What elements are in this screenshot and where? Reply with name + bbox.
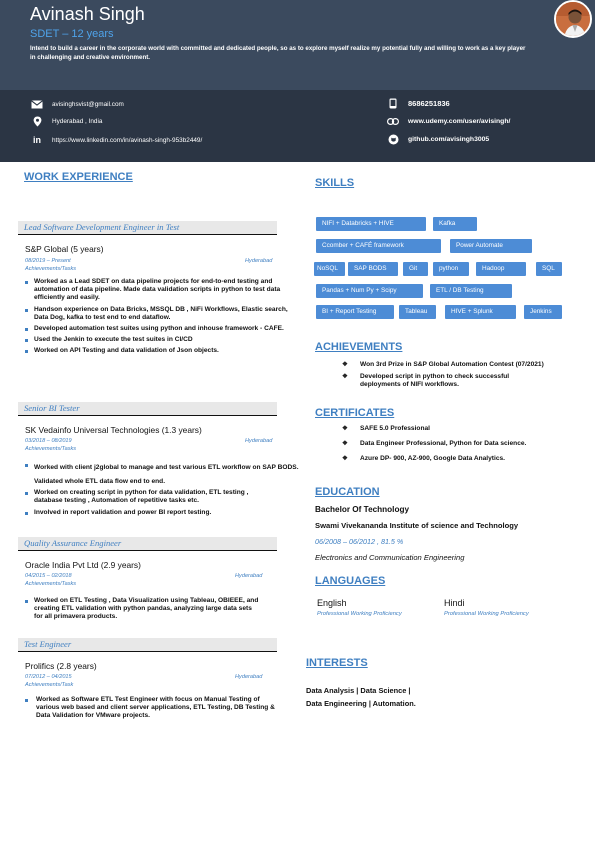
list-item: ❖ Won 3rd Prize in S&P Global Automation Contest (07/2021) xyxy=(342,361,587,369)
skill-badge: BI + Report Testing xyxy=(316,305,394,319)
interests-text xyxy=(306,684,576,710)
job-title: Quality Assurance Engineer xyxy=(24,538,122,548)
linkedin-icon: in xyxy=(33,135,41,145)
languages-heading: LANGUAGES xyxy=(315,575,386,587)
job-dates: 07/2012 – 04/2015 xyxy=(25,674,72,680)
achievements-heading: ACHIEVEMENTS xyxy=(315,341,403,353)
skill-badge: NIFI + Databricks + HIVE xyxy=(316,217,426,231)
list-item: Handson experience on Data Bricks, MSSQL DB , NiFi Workflows, Elastic search, Data Dog, kafka to test end to end dataflow. xyxy=(25,306,295,322)
email-text: avisinghsvist@gmail.com xyxy=(52,100,124,108)
job-location: Hyderabad xyxy=(235,674,263,680)
list-item: Worked on ETL Testing , Data Visualization using Tableau, OBIEEE, and creating ETL validation with python pandas, analyzing large data sets for all primavera products. xyxy=(25,597,260,622)
degree-name: Bachelor Of Technology xyxy=(315,505,410,514)
contact-phone[interactable] xyxy=(386,96,450,110)
list-item: Developed automation test suites using python and inhouse framework - CAFE. xyxy=(25,325,295,333)
job-tasks-label: Achievements/Task xyxy=(25,682,74,688)
list-item: ❖ Data Engineer Professional, Python for Data science. xyxy=(342,440,587,448)
language-name: English xyxy=(317,598,347,608)
list-item: Worked as a Lead SDET on data pipeline projects for end-to-end testing and automation of data pipeline. Made data validation scripts in python to test data efficiently and easily. xyxy=(25,278,295,303)
job-title: Test Engineer xyxy=(24,639,72,649)
list-item: ❖ SAFE 5.0 Professional xyxy=(342,425,587,433)
contact-email[interactable] xyxy=(30,97,124,111)
certificates-list xyxy=(342,425,587,464)
job-bullets xyxy=(25,461,300,518)
job-location: Hyderabad xyxy=(235,573,263,579)
job-dates: 03/2018 – 08/2019 xyxy=(25,438,72,444)
job-title: Senior BI Tester xyxy=(24,403,80,413)
language-level: Professional Working Proficiency xyxy=(444,611,529,617)
job-tasks-label: Achievements/Tasks xyxy=(25,446,77,452)
institute-name: Swami Vivekananda Institute of science and Technology xyxy=(315,521,519,530)
list-item: Used the Jenkin to execute the test suites in CI/CD xyxy=(25,336,295,344)
contact-udemy[interactable] xyxy=(386,114,510,128)
company-name: SK Vedainfo Universal Technologies (1.3 years) xyxy=(25,425,202,435)
candidate-name: Avinash Singh xyxy=(30,4,145,24)
language-level: Professional Working Proficiency xyxy=(317,611,402,617)
skill-badge: Pandas + Num Py + Scipy xyxy=(316,284,423,298)
work-experience-heading: WORK EXPERIENCE xyxy=(24,171,133,183)
skill-badge: Ccomber + CAFÉ framework xyxy=(316,239,441,253)
job-title-band xyxy=(18,638,277,652)
job-bullets xyxy=(25,278,295,356)
skill-badge: HIVE + Splunk xyxy=(445,305,516,319)
map-pin-icon xyxy=(30,115,44,127)
job-tasks-label: Achievements/Tasks xyxy=(25,266,77,272)
resume-header xyxy=(0,0,595,90)
skill-badge: Tableau xyxy=(399,305,436,319)
certificates-heading: CERTIFICATES xyxy=(315,407,395,419)
job-dates: 08/2019 – Present xyxy=(25,258,71,264)
achievements-list xyxy=(342,361,587,390)
language-name: Hindi xyxy=(444,598,465,608)
interests-line: Data Engineering | Automation. xyxy=(306,699,416,708)
contact-bar xyxy=(0,90,595,162)
job-dates: 04/2015 – 02/2018 xyxy=(25,573,72,579)
list-item: ❖ Azure DP- 900, AZ-900, Google Data Analytics. xyxy=(342,455,587,463)
job-location: Hyderabad xyxy=(245,258,273,264)
job-tasks-label: Achievements/Tasks xyxy=(25,581,77,587)
skills-heading: SKILLS xyxy=(315,177,355,189)
job-title-band xyxy=(18,402,277,416)
candidate-role: SDET – 12 years xyxy=(30,28,114,40)
skill-badge: NoSQL xyxy=(314,262,345,276)
envelope-icon xyxy=(30,98,44,110)
phone-text: 8686251836 xyxy=(408,98,450,108)
udemy-text: www.udemy.com/user/avisingh/ xyxy=(408,117,511,125)
linkedin-text: https://www.linkedin.com/in/avinash-singh-953b2449/ xyxy=(52,136,203,144)
list-item: Worked on creating script in python for data validation, ETL testing , database testing , Automation of repetitive tasks etc. xyxy=(25,489,270,505)
contact-linkedin[interactable] xyxy=(30,133,202,147)
education-dates: 06/2008 – 06/2012 , 81.5 % xyxy=(315,537,404,546)
github-text: github.com/avisingh3005 xyxy=(408,135,490,143)
location-text: Hyderabad , India xyxy=(52,117,103,125)
skill-badge: Power Automate xyxy=(450,239,532,253)
job-location: Hyderabad xyxy=(245,438,273,444)
profile-summary: Intend to build a career in the corporate world with committed and dedicated people, so as to explore myself realize my potential fully and willing to work as a key player in challenging and creative environment. xyxy=(30,45,526,61)
job-bullets xyxy=(25,597,260,622)
job-title: Lead Software Development Engineer in Test xyxy=(24,222,180,232)
link-icon xyxy=(386,115,400,127)
skill-badge: Hadoop xyxy=(476,262,526,276)
interests-heading: INTERESTS xyxy=(306,657,368,669)
phone-icon xyxy=(386,97,400,109)
education-heading: EDUCATION xyxy=(315,486,380,498)
list-item: ❖ Developed script in python to check successful deployments of NIFI workflows. xyxy=(342,373,542,389)
list-item: Worked on API Testing and data validation of Json objects. xyxy=(25,347,225,355)
skill-badge: SAP BODS xyxy=(348,262,398,276)
company-name: Oracle India Pvt Ltd (2.9 years) xyxy=(25,560,141,570)
skill-badge: SQL xyxy=(536,262,562,276)
company-name: S&P Global (5 years) xyxy=(25,244,104,254)
skill-badge: ETL / DB Testing xyxy=(430,284,512,298)
interests-line: Data Analysis | Data Science | xyxy=(306,686,411,695)
list-item: Worked as Software ETL Test Engineer with focus on Manual Testing of various web based and client server applications, ETL Testing, DB Testing & Data Validation for VMware projects. xyxy=(25,696,275,721)
job-title-band xyxy=(18,221,277,235)
person-icon xyxy=(556,2,592,38)
github-icon xyxy=(386,133,400,145)
profile-photo xyxy=(554,0,592,38)
skill-badge: Jenkins xyxy=(524,305,562,319)
company-name: Prolifics (2.8 years) xyxy=(25,661,97,671)
list-item: Worked with client j2global to manage and test various ETL workflow on SAP BODS. Validated whole ETL data flow end to end. xyxy=(25,461,300,489)
job-bullets xyxy=(25,696,275,721)
skill-badge: python xyxy=(433,262,469,276)
job-title-band xyxy=(18,537,277,551)
skill-badge: Git xyxy=(403,262,428,276)
contact-location xyxy=(30,114,102,128)
contact-github[interactable] xyxy=(386,132,489,146)
skill-badge: Kafka xyxy=(433,217,477,231)
education-field: Electronics and Communication Engineering xyxy=(315,553,465,562)
list-item: Involved in report validation and power BI report testing. xyxy=(25,509,300,517)
